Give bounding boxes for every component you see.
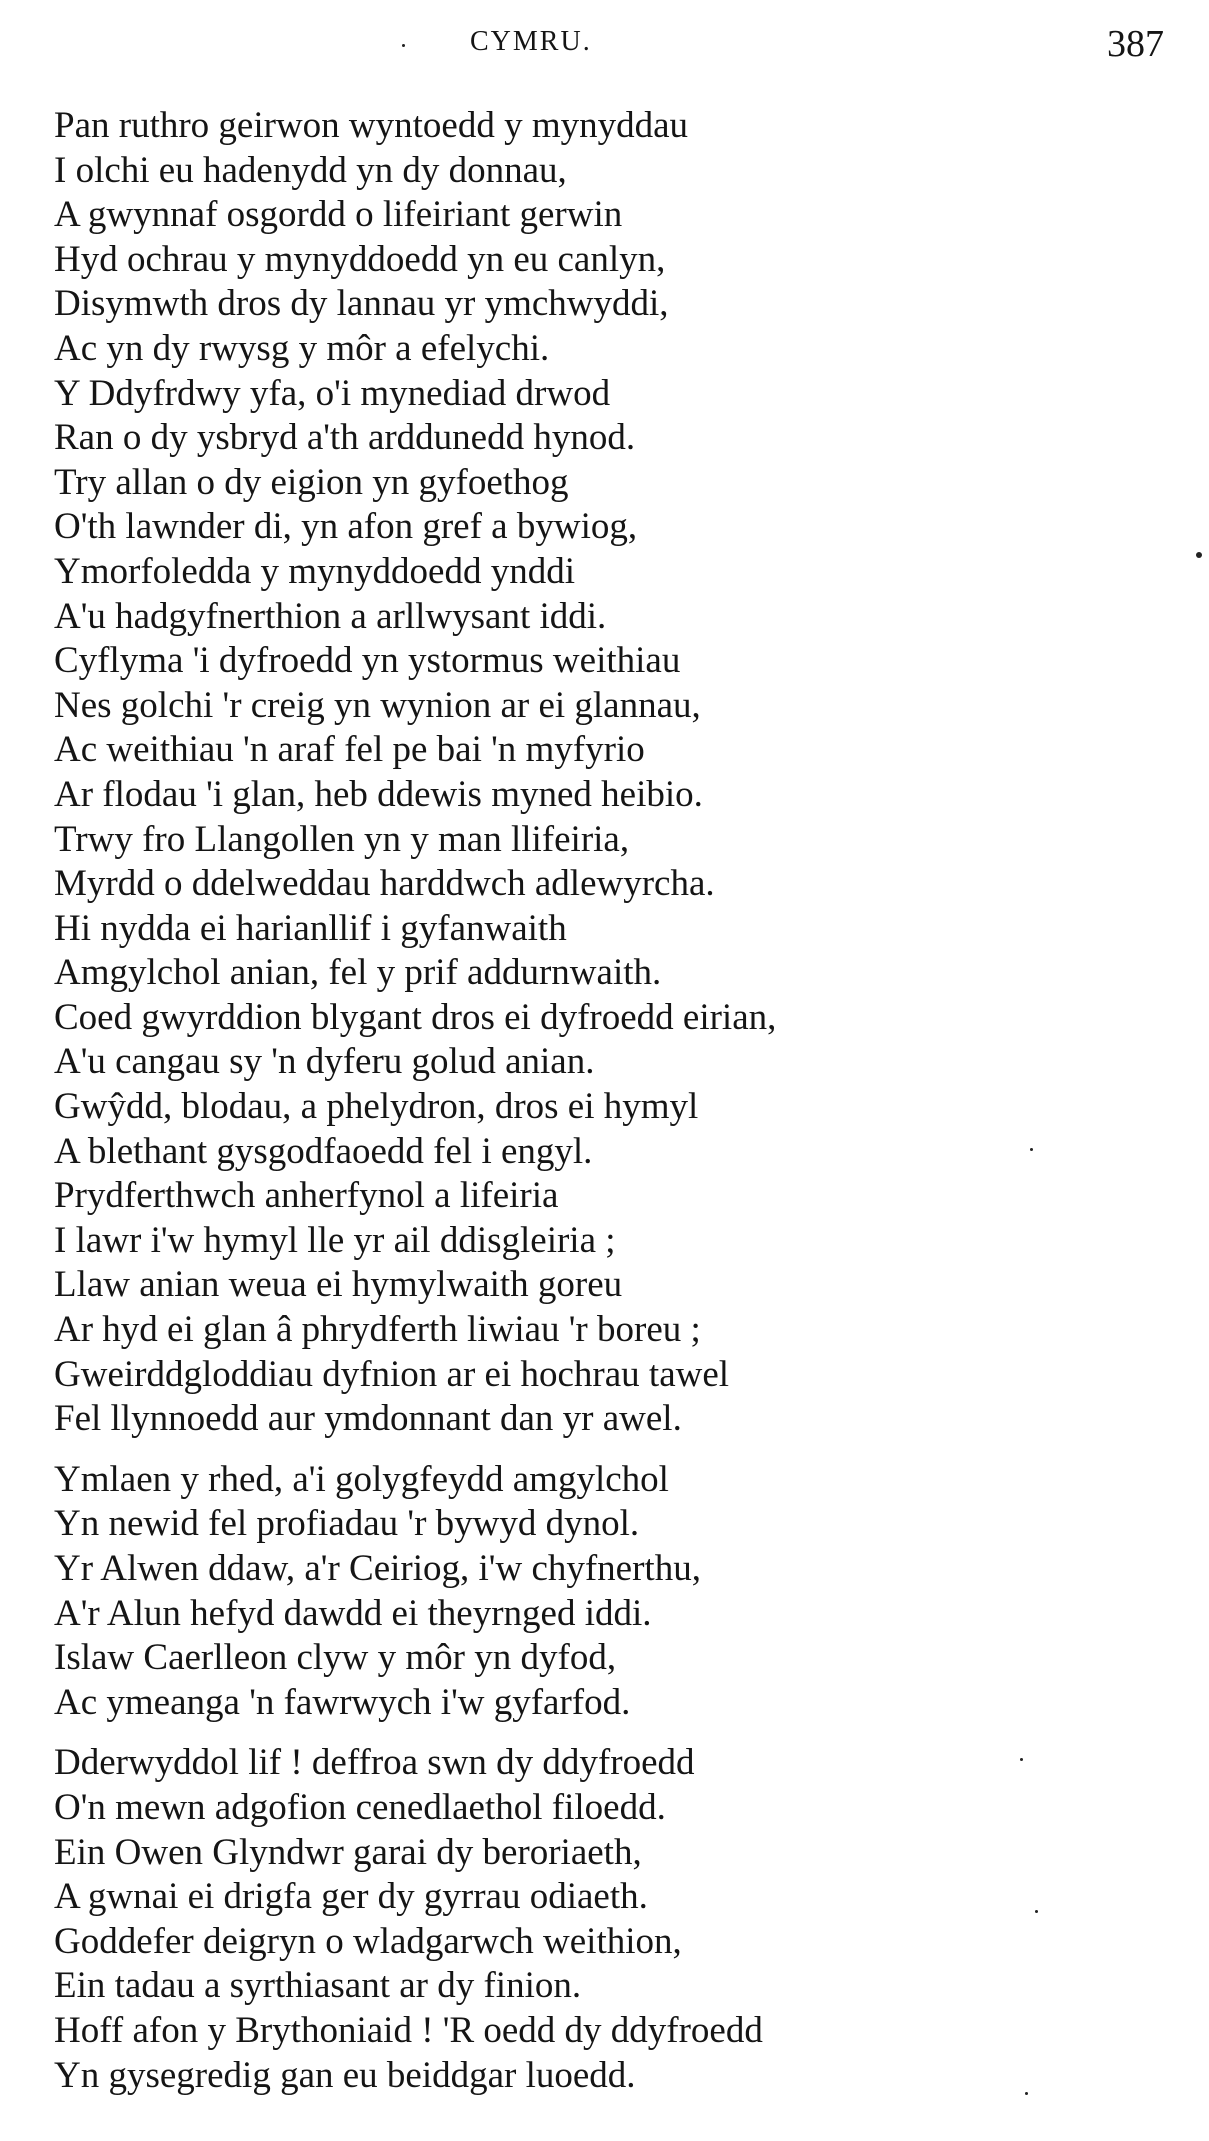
poem-line: A gwnai ei drigfa ger dy gyrrau odiaeth. <box>54 1876 648 1918</box>
poem-line: Ar hyd ei glan â phrydferth liwiau 'r boreu ; <box>54 1309 701 1351</box>
stanza-2 <box>54 1458 1174 1726</box>
poem-line: Ein tadau a syrthiasant ar dy finion. <box>54 1965 582 2007</box>
poem-line: Llaw anian weua ei hymylwaith goreu <box>54 1264 623 1306</box>
poem-line: Ac weithiau 'n araf fel pe bai 'n myfyrio <box>54 729 645 771</box>
poem-line: Nes golchi 'r creig yn wynion ar ei glannau, <box>54 684 701 726</box>
ink-speck <box>1020 1758 1023 1761</box>
poem-line: Ar flodau 'i glan, heb ddewis myned heibio. <box>54 773 703 815</box>
poem-line: Gweirddgloddiau dyfnion ar ei hochrau tawel <box>54 1353 730 1395</box>
poem-line: Ymorfoledda y mynyddoedd ynddi <box>54 550 575 592</box>
poem-line: Hyd ochrau y mynyddoedd yn eu canlyn, <box>54 238 666 280</box>
poem-line: Ac yn dy rwysg y môr a efelychi. <box>54 327 550 369</box>
poem-line: Amgylchol anian, fel y prif addurnwaith. <box>54 952 662 994</box>
poem-line: A gwynnaf osgordd o lifeiriant gerwin <box>54 194 623 236</box>
poem-line: I lawr i'w hymyl lle yr ail ddisgleiria ; <box>54 1219 616 1261</box>
poem-line: Goddefer deigryn o wladgarwch weithion, <box>54 1920 682 1962</box>
ink-speck <box>1025 2092 1028 2095</box>
ink-speck <box>1030 1148 1033 1151</box>
ink-speck <box>1196 552 1202 558</box>
poem-line: Prydferthwch anherfynol a lifeiria <box>54 1175 559 1217</box>
poem-line: Ac ymeanga 'n fawrwych i'w gyfarfod. <box>54 1681 631 1723</box>
poem-line: Islaw Caerlleon clyw y môr yn dyfod, <box>54 1637 617 1679</box>
poem-line: Myrdd o ddelweddau harddwch adlewyrcha. <box>54 863 715 905</box>
poem-line: A'u hadgyfnerthion a arllwysant iddi. <box>54 595 607 637</box>
poem-line: Yr Alwen ddaw, a'r Ceiriog, i'w chyfnerthu, <box>54 1548 701 1589</box>
ink-speck <box>402 44 405 47</box>
poem-line: A'u cangau sy 'n dyferu golud anian. <box>54 1041 595 1083</box>
poem-line: Pan ruthro geirwon wyntoedd y mynyddau <box>54 105 689 146</box>
poem-line: Hoff afon y Brythoniaid ! 'R oedd dy ddyfroedd <box>54 2009 763 2051</box>
poem-line: Trwy fro Llangollen yn y man llifeiria, <box>54 818 630 860</box>
poem-line: A blethant gysgodfaoedd fel i engyl. <box>54 1130 593 1172</box>
poem-line: O'th lawnder di, yn afon gref a bywiog, <box>54 506 638 548</box>
poem-line: Disymwth dros dy lannau yr ymchwyddi, <box>54 283 669 325</box>
poem-line: Gwŷdd, blodau, a phelydron, dros ei hymyl <box>54 1086 699 1128</box>
poem-line: Fel llynnoedd aur ymdonnant dan yr awel. <box>54 1398 682 1440</box>
poem-line: Y Ddyfrdwy yfa, o'i mynediad drwod <box>54 372 611 414</box>
running-head <box>0 23 1209 66</box>
poem-line: I olchi eu hadenydd yn dy donnau, <box>54 149 567 191</box>
stanza-1 <box>54 104 1174 1442</box>
running-title: CYMRU. <box>470 26 592 57</box>
poem-line: Hi nydda ei harianllif i gyfanwaith <box>54 907 567 949</box>
ink-speck <box>1035 1910 1038 1913</box>
page-number: 387 <box>1107 23 1164 65</box>
poem-line: Try allan o dy eigion yn gyfoethog <box>54 461 569 503</box>
poem-line: Ein Owen Glyndwr garai dy beroriaeth, <box>54 1831 642 1873</box>
poem-line: Ymlaen y rhed, a'i golygfeydd amgylchol <box>54 1458 669 1500</box>
poem-line: Yn gysegredig gan eu beiddgar luoedd. <box>54 2054 636 2096</box>
poem <box>54 104 1174 2098</box>
poem-line: Dderwyddol lif ! deffroa swn dy ddyfroedd <box>54 1742 695 1784</box>
poem-line: Yn newid fel profiadau 'r bywyd dynol. <box>54 1503 640 1545</box>
stanza-3 <box>54 1741 1174 2098</box>
poem-line: Coed gwyrddion blygant dros ei dyfroedd eirian, <box>54 996 777 1038</box>
poem-line: A'r Alun hefyd dawdd ei theyrnged iddi. <box>54 1592 652 1634</box>
poem-line: O'n mewn adgofion cenedlaethol filoedd. <box>54 1786 666 1828</box>
poem-line: Cyflyma 'i dyfroedd yn ystormus weithiau <box>54 640 681 682</box>
poem-line: Ran o dy ysbryd a'th arddunedd hynod. <box>54 417 636 459</box>
